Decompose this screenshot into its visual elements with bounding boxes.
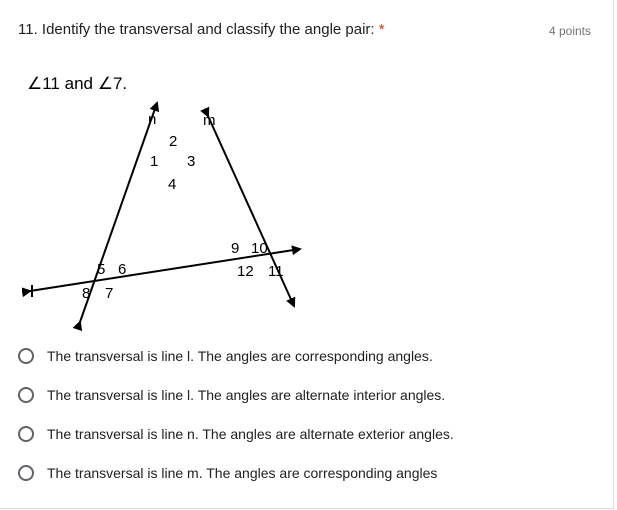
label-angle-10: 10 [251,240,268,257]
option-2[interactable] [18,383,578,407]
question-title-text: 11. Identify the transversal and classify the angle pair: [18,21,375,38]
required-asterisk: * [378,21,385,38]
label-m: m [203,112,216,129]
label-angle-7: 7 [105,285,114,302]
option-label: The transversal is line l. The angles are corresponding angles. [47,348,433,364]
question-title [18,21,385,38]
radio-button-icon[interactable] [18,387,34,403]
label-angle-9: 9 [231,240,240,257]
label-angle-2: 2 [169,133,178,150]
label-angle-8: 8 [82,285,91,302]
label-angle-4: 4 [168,176,177,193]
line-n [80,103,157,322]
geometry-figure [22,66,322,332]
radio-button-icon[interactable] [18,348,34,364]
label-angle-5: 5 [97,261,106,278]
label-n: n [148,111,157,128]
label-angle-6: 6 [118,261,127,278]
points-label: 4 points [548,24,591,38]
radio-button-icon[interactable] [18,465,34,481]
option-4[interactable] [18,461,578,485]
label-angle-12: 12 [237,263,254,280]
radio-button-icon[interactable] [18,426,34,442]
label-angle-11: 11 [268,263,284,280]
option-3[interactable] [18,422,578,446]
option-label: The transversal is line l. The angles are alternate interior angles. [47,387,446,403]
option-1[interactable] [18,344,578,368]
label-angle-1: 1 [150,153,159,170]
lines-diagram [22,66,322,332]
option-label: The transversal is line n. The angles are alternate exterior angles. [47,426,454,442]
option-label: The transversal is line m. The angles are corresponding angles [47,465,438,481]
label-angle-3: 3 [187,153,196,170]
question-prompt: ∠11 and ∠7. [27,74,128,93]
